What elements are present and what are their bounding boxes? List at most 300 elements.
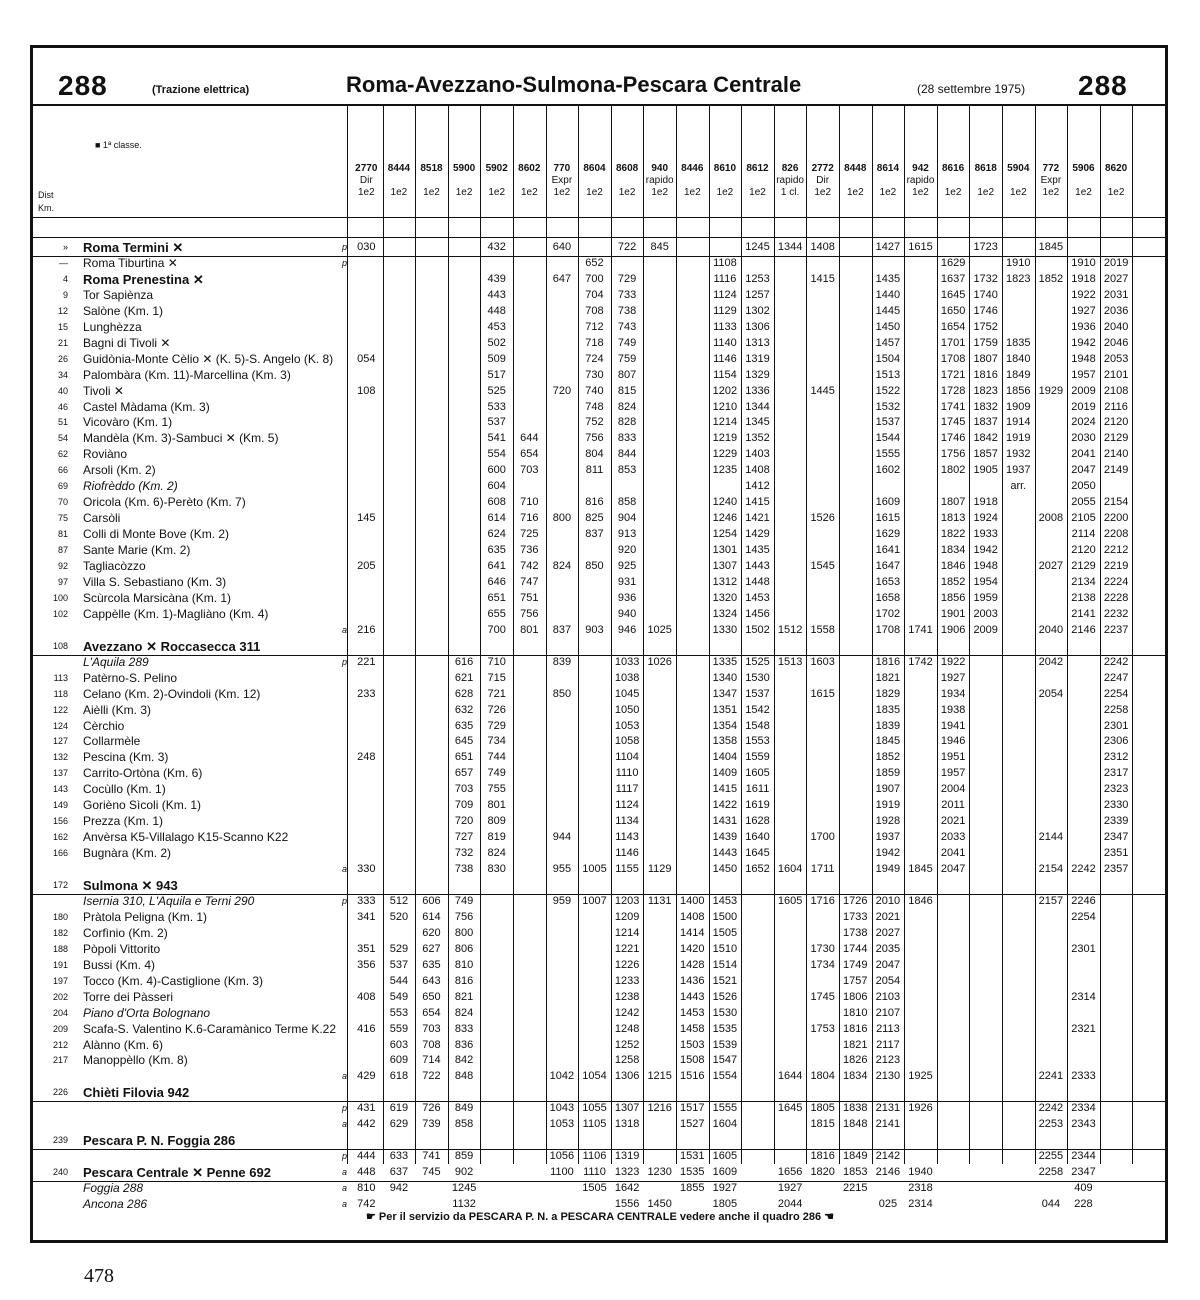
time-cell: 553 bbox=[389, 1006, 409, 1019]
timetable-row bbox=[34, 304, 1160, 320]
km-distance: 137 bbox=[52, 768, 68, 779]
train-column-header bbox=[513, 163, 546, 199]
time-cell: 858 bbox=[454, 1118, 474, 1131]
time-cell: 825 bbox=[585, 512, 604, 525]
station-name: Villa S. Sebastiano (Km. 3) bbox=[83, 574, 227, 589]
time-cell: 1605 bbox=[777, 894, 803, 907]
time-cell: 1045 bbox=[614, 687, 640, 700]
time-cell: 1845 bbox=[875, 735, 901, 748]
km-distance: 51 bbox=[57, 417, 68, 428]
timetable-row bbox=[34, 623, 1160, 639]
time-cell: 801 bbox=[487, 799, 506, 812]
train-column-header bbox=[546, 163, 579, 199]
km-distance: 15 bbox=[57, 321, 68, 332]
time-cell: 718 bbox=[585, 336, 604, 349]
time-cell: 1302 bbox=[745, 304, 770, 317]
time-cell: 1439 bbox=[712, 831, 738, 844]
time-cell: 1604 bbox=[712, 1118, 738, 1131]
timetable-row bbox=[34, 1149, 1160, 1165]
station-name: Cappèlle (Km. 1)-Magliàno (Km. 4) bbox=[83, 606, 269, 621]
timetable-row bbox=[34, 862, 1160, 878]
footer-text: Per il servizio da PESCARA P. N. a PESCARA CENTRALE vedere anche il quadro 286 bbox=[378, 1211, 822, 1223]
timetable-row bbox=[34, 1117, 1160, 1133]
time-cell: 1838 bbox=[843, 1102, 868, 1115]
time-cell: 2131 bbox=[875, 1102, 901, 1115]
time-cell: 443 bbox=[487, 288, 506, 301]
time-cell: 1805 bbox=[712, 1198, 738, 1210]
time-cell: 1457 bbox=[875, 336, 901, 349]
time-cell: 1240 bbox=[712, 496, 738, 509]
time-cell: 944 bbox=[552, 831, 572, 844]
train-number: 770 bbox=[553, 163, 571, 174]
time-cell: 2200 bbox=[1103, 512, 1129, 525]
station-name: Oricola (Km. 6)-Perèto (Km. 7) bbox=[83, 495, 246, 510]
train-class: 1e2 bbox=[520, 187, 538, 198]
time-cell: 2021 bbox=[940, 815, 966, 828]
time-cell: 2254 bbox=[1071, 910, 1096, 923]
time-cell: 1914 bbox=[1006, 416, 1031, 429]
time-cell: 824 bbox=[552, 560, 572, 572]
timetable-row bbox=[34, 990, 1160, 1006]
km-distance: 182 bbox=[52, 927, 68, 938]
timetable-row bbox=[34, 942, 1160, 958]
time-cell: 1248 bbox=[614, 1022, 640, 1035]
time-cell: 2031 bbox=[1103, 288, 1129, 301]
time-cell: 1855 bbox=[680, 1182, 705, 1195]
time-cell: arr. bbox=[1010, 480, 1027, 493]
km-distance: 66 bbox=[57, 465, 68, 476]
time-cell: 1042 bbox=[549, 1070, 575, 1083]
time-cell: 1746 bbox=[940, 432, 966, 445]
time-cell: 635 bbox=[454, 719, 474, 732]
time-cell: 1415 bbox=[810, 272, 835, 285]
time-cell: 1957 bbox=[1071, 368, 1096, 381]
time-cell: 1548 bbox=[745, 719, 770, 732]
time-cell: 1427 bbox=[875, 241, 901, 253]
time-cell: 1711 bbox=[810, 863, 835, 876]
time-cell: 1919 bbox=[1006, 432, 1031, 445]
time-cell: 2041 bbox=[1071, 448, 1096, 461]
time-cell: 1744 bbox=[843, 942, 868, 955]
time-cell: 1602 bbox=[875, 464, 901, 477]
time-cell: 1658 bbox=[875, 591, 901, 604]
time-cell: 1642 bbox=[614, 1182, 640, 1195]
time-cell: 1555 bbox=[712, 1102, 738, 1115]
time-cell: 1856 bbox=[1006, 384, 1031, 397]
time-cell: 1055 bbox=[582, 1102, 607, 1115]
time-cell: 1723 bbox=[973, 241, 998, 253]
time-cell: 533 bbox=[487, 400, 506, 413]
time-cell: 1816 bbox=[973, 368, 998, 381]
time-cell: 1603 bbox=[810, 655, 835, 668]
time-cell: 2055 bbox=[1071, 496, 1096, 509]
time-cell: 1312 bbox=[712, 575, 738, 588]
time-cell: 1749 bbox=[843, 958, 868, 971]
time-cell: 1443 bbox=[680, 990, 705, 1003]
time-cell: 2301 bbox=[1103, 719, 1129, 732]
time-cell: 1146 bbox=[615, 847, 639, 860]
station-name: Patèrno-S. Pelino bbox=[83, 670, 178, 685]
time-cell: 1435 bbox=[875, 272, 901, 285]
station-name: Pescara P. N. Foggia 286 bbox=[83, 1133, 236, 1149]
station-name: Pòpoli Vittorito bbox=[83, 941, 161, 956]
time-cell: 710 bbox=[520, 496, 539, 509]
time-cell: 1344 bbox=[745, 400, 770, 413]
time-cell: 2009 bbox=[973, 623, 998, 636]
time-cell: 652 bbox=[585, 256, 604, 269]
time-cell: 614 bbox=[487, 512, 506, 525]
time-cell: 1741 bbox=[908, 623, 933, 636]
time-cell: 736 bbox=[520, 544, 539, 557]
time-cell: 1345 bbox=[745, 416, 770, 429]
time-cell: 756 bbox=[585, 432, 604, 445]
km-distance: 132 bbox=[52, 752, 68, 763]
time-cell: 1746 bbox=[973, 304, 998, 317]
time-cell: 1740 bbox=[973, 288, 998, 301]
time-cell: 1526 bbox=[810, 512, 835, 525]
time-cell: 1100 bbox=[550, 1166, 574, 1179]
timetable-row bbox=[34, 256, 1160, 272]
train-type bbox=[1067, 175, 1100, 187]
time-cell: 2024 bbox=[1071, 416, 1096, 429]
train-number: 5900 bbox=[452, 163, 476, 174]
time-cell: 1835 bbox=[1006, 336, 1031, 349]
time-cell: 1849 bbox=[1006, 368, 1031, 381]
time-cell: 2042 bbox=[1038, 655, 1064, 668]
station-name: Riofrèddo (Km. 2) bbox=[83, 479, 178, 494]
station-name: Lunghèzza bbox=[83, 319, 142, 334]
time-cell: 1429 bbox=[745, 528, 770, 541]
time-cell: 1918 bbox=[1071, 272, 1096, 285]
time-cell: 541 bbox=[487, 432, 506, 445]
time-cell: 2255 bbox=[1038, 1150, 1064, 1163]
time-cell: 1925 bbox=[908, 1070, 933, 1083]
time-cell: 1652 bbox=[745, 863, 770, 876]
timetable-row bbox=[34, 288, 1160, 304]
km-distance: 97 bbox=[57, 576, 68, 587]
time-cell: 1344 bbox=[777, 241, 803, 253]
arr-dep-marker: p bbox=[342, 656, 348, 667]
time-cell: 1053 bbox=[549, 1118, 575, 1131]
time-cell: 1415 bbox=[712, 783, 738, 796]
time-cell: 1937 bbox=[1006, 464, 1031, 477]
time-cell: 1859 bbox=[875, 767, 901, 780]
time-cell: 1319 bbox=[745, 352, 770, 365]
time-cell: 836 bbox=[454, 1038, 474, 1051]
time-cell: 1154 bbox=[713, 368, 737, 381]
time-cell: 1954 bbox=[973, 575, 998, 588]
time-cell: 1358 bbox=[712, 735, 738, 748]
time-cell: 1842 bbox=[973, 432, 998, 445]
train-type bbox=[448, 175, 481, 187]
time-cell: 830 bbox=[487, 863, 506, 876]
time-cell: 1106 bbox=[582, 1150, 607, 1163]
train-number: 8610 bbox=[713, 163, 737, 174]
arr-dep-marker: p bbox=[342, 257, 348, 268]
train-column-header bbox=[643, 163, 676, 199]
timetable-row bbox=[34, 798, 1160, 814]
time-cell: 1203 bbox=[614, 894, 640, 907]
time-cell: 1129 bbox=[647, 863, 672, 876]
timetable-row bbox=[34, 830, 1160, 846]
station-name: Sante Marie (Km. 2) bbox=[83, 543, 191, 558]
time-cell: 1229 bbox=[712, 448, 738, 461]
time-cell: 529 bbox=[389, 942, 409, 955]
time-cell: 1753 bbox=[810, 1022, 835, 1035]
time-cell: 744 bbox=[487, 751, 506, 764]
train-type: Expr bbox=[1040, 175, 1062, 186]
time-cell: 2141 bbox=[1071, 607, 1096, 620]
time-cell: 738 bbox=[617, 304, 637, 317]
time-cell: 1837 bbox=[973, 416, 998, 429]
time-cell: 1654 bbox=[940, 320, 966, 333]
time-cell: 1951 bbox=[940, 751, 966, 764]
station-name: Carsòli bbox=[83, 511, 121, 526]
time-cell: 853 bbox=[617, 464, 637, 477]
time-cell: 2237 bbox=[1103, 623, 1129, 636]
time-cell: 044 bbox=[1041, 1198, 1061, 1210]
timetable-row bbox=[34, 575, 1160, 591]
time-cell: 628 bbox=[454, 687, 474, 700]
time-cell: 714 bbox=[422, 1054, 441, 1067]
time-cell: 801 bbox=[520, 623, 539, 636]
time-cell: 2144 bbox=[1038, 831, 1064, 844]
table-number-right: 288 bbox=[1078, 70, 1128, 101]
train-type bbox=[839, 175, 872, 187]
time-cell: 1516 bbox=[680, 1070, 705, 1083]
station-name: Alànno (Km. 6) bbox=[83, 1037, 164, 1052]
time-cell: 1505 bbox=[582, 1182, 607, 1195]
time-cell: 850 bbox=[585, 560, 604, 572]
time-cell: 1456 bbox=[745, 607, 770, 620]
time-cell: 1053 bbox=[614, 719, 640, 732]
time-cell: 1458 bbox=[680, 1022, 705, 1035]
time-cell: 1502 bbox=[745, 623, 770, 636]
time-cell: 624 bbox=[487, 528, 506, 541]
time-cell: 632 bbox=[454, 703, 474, 716]
time-cell: 2215 bbox=[843, 1182, 868, 1195]
timetable-row bbox=[34, 543, 1160, 559]
time-cell: 1834 bbox=[843, 1070, 868, 1083]
time-cell: 1745 bbox=[940, 416, 966, 429]
traction-note: (Trazione elettrica) bbox=[152, 84, 250, 96]
time-cell: 2103 bbox=[875, 990, 901, 1003]
time-cell: 549 bbox=[389, 990, 409, 1003]
time-cell: 2054 bbox=[1038, 687, 1064, 700]
time-cell: 1708 bbox=[940, 352, 966, 365]
time-cell: 1927 bbox=[940, 671, 966, 684]
train-number: 826 bbox=[781, 163, 799, 174]
time-cell: 2339 bbox=[1103, 815, 1129, 828]
timetable-row bbox=[34, 1022, 1160, 1038]
time-cell: 749 bbox=[454, 894, 474, 907]
train-class: 1e2 bbox=[879, 187, 897, 198]
time-cell: 708 bbox=[422, 1038, 441, 1051]
time-cell: 1756 bbox=[940, 448, 966, 461]
time-cell: 432 bbox=[487, 241, 506, 253]
timetable-row bbox=[34, 559, 1160, 575]
time-cell: 1214 bbox=[614, 926, 640, 939]
time-cell: 2351 bbox=[1103, 847, 1129, 860]
km-distance: 62 bbox=[57, 449, 68, 460]
km-distance: » bbox=[62, 242, 68, 252]
time-cell: 1245 bbox=[745, 241, 770, 253]
timetable-row bbox=[34, 734, 1160, 750]
time-cell: 600 bbox=[487, 464, 506, 477]
timetable-row bbox=[34, 910, 1160, 926]
time-cell: 1415 bbox=[745, 496, 770, 509]
time-cell: 1320 bbox=[712, 591, 738, 604]
train-type bbox=[676, 175, 709, 187]
station-name: Foggia 288 bbox=[83, 1181, 144, 1196]
time-cell: 2011 bbox=[941, 799, 965, 812]
time-cell: 1928 bbox=[875, 815, 901, 828]
dist-label: Dist bbox=[38, 190, 54, 200]
train-column-header bbox=[969, 163, 1002, 199]
time-cell: 228 bbox=[1074, 1198, 1093, 1210]
time-cell: 1258 bbox=[614, 1054, 640, 1067]
time-cell: 1245 bbox=[451, 1182, 477, 1195]
time-cell: 2134 bbox=[1071, 575, 1096, 588]
time-cell: 1856 bbox=[940, 591, 966, 604]
time-cell: 1922 bbox=[1071, 288, 1096, 301]
time-cell: 2357 bbox=[1103, 863, 1129, 876]
km-distance: 21 bbox=[57, 337, 68, 348]
km-label: Km. bbox=[38, 203, 55, 213]
time-cell: 734 bbox=[487, 735, 506, 748]
time-cell: 1629 bbox=[940, 256, 966, 269]
time-cell: 1936 bbox=[1071, 320, 1096, 333]
station-name: Tivoli ✕ bbox=[83, 383, 124, 398]
timetable-row bbox=[34, 607, 1160, 623]
station-name: Manoppèllo (Km. 8) bbox=[83, 1053, 188, 1068]
time-cell: 2317 bbox=[1103, 767, 1129, 780]
time-cell: 1605 bbox=[745, 767, 770, 780]
train-number: 8612 bbox=[746, 163, 769, 174]
train-column-header bbox=[741, 163, 774, 199]
time-cell: 1857 bbox=[973, 448, 998, 461]
train-number: 772 bbox=[1042, 163, 1060, 174]
time-cell: 2224 bbox=[1103, 575, 1129, 588]
time-cell: 722 bbox=[422, 1070, 441, 1083]
km-distance: 209 bbox=[52, 1023, 68, 1034]
time-cell: 1721 bbox=[940, 368, 966, 381]
timetable-row bbox=[34, 272, 1160, 288]
time-cell: 1301 bbox=[712, 544, 738, 557]
time-cell: 341 bbox=[357, 910, 376, 923]
train-class: 1 cl. bbox=[780, 187, 800, 198]
time-cell: 2027 bbox=[1103, 272, 1129, 285]
km-distance: 162 bbox=[52, 832, 68, 843]
time-cell: 1924 bbox=[973, 512, 998, 525]
timetable-row bbox=[34, 1069, 1160, 1085]
time-cell: 1910 bbox=[1006, 256, 1031, 269]
time-cell: 902 bbox=[454, 1166, 474, 1179]
time-cell: 1846 bbox=[940, 560, 966, 572]
train-class: 1e2 bbox=[1075, 187, 1092, 198]
time-cell: 651 bbox=[454, 751, 474, 764]
time-cell: 1554 bbox=[712, 1070, 738, 1083]
time-cell: 248 bbox=[357, 751, 376, 764]
arr-dep-marker: p bbox=[342, 1103, 348, 1114]
time-cell: 804 bbox=[585, 448, 604, 461]
time-cell: 1700 bbox=[810, 831, 835, 844]
train-class: 1e2 bbox=[553, 187, 571, 198]
time-cell: 1230 bbox=[647, 1166, 672, 1179]
timetable-row bbox=[34, 878, 1160, 894]
time-cell: 2312 bbox=[1103, 751, 1129, 764]
km-distance: 9 bbox=[62, 289, 68, 300]
time-cell: 1146 bbox=[713, 352, 737, 365]
timetable-row bbox=[34, 1165, 1160, 1181]
arr-dep-marker: a bbox=[342, 1183, 348, 1194]
time-cell: 621 bbox=[454, 671, 474, 684]
timetable-row bbox=[34, 814, 1160, 830]
timetable-row bbox=[34, 527, 1160, 543]
time-cell: 2046 bbox=[1103, 336, 1129, 349]
station-name: Collarmèle bbox=[83, 734, 141, 749]
time-cell: 640 bbox=[552, 241, 572, 253]
station-name: Prezza (Km. 1) bbox=[83, 814, 164, 829]
timetable-row bbox=[34, 782, 1160, 798]
time-cell: 1537 bbox=[875, 416, 901, 429]
train-number: 8448 bbox=[844, 163, 867, 174]
time-cell: 1653 bbox=[875, 575, 901, 588]
km-distance: 70 bbox=[57, 497, 68, 508]
timetable-row bbox=[34, 368, 1160, 384]
time-cell: 2019 bbox=[1103, 256, 1129, 269]
time-cell: 1252 bbox=[614, 1038, 640, 1051]
train-number: 8616 bbox=[941, 163, 965, 174]
time-cell: 2107 bbox=[875, 1006, 901, 1019]
station-name: Roma Tiburtina ✕ bbox=[83, 255, 178, 270]
time-cell: 2330 bbox=[1103, 799, 1129, 812]
time-cell: 654 bbox=[422, 1006, 441, 1019]
time-cell: 351 bbox=[357, 942, 376, 955]
time-cell: 1942 bbox=[973, 544, 998, 557]
arr-dep-marker: a bbox=[342, 624, 348, 635]
km-distance: 188 bbox=[52, 943, 68, 954]
time-cell: 936 bbox=[617, 591, 637, 604]
time-cell: 1907 bbox=[875, 783, 901, 796]
time-cell: 618 bbox=[389, 1070, 409, 1083]
km-distance: 81 bbox=[57, 529, 68, 540]
time-cell: 2306 bbox=[1103, 735, 1129, 748]
time-cell: 620 bbox=[422, 926, 441, 939]
time-cell: 1450 bbox=[647, 1198, 672, 1210]
time-cell: 2242 bbox=[1071, 863, 1096, 876]
time-cell: 635 bbox=[422, 958, 441, 971]
timetable-row bbox=[34, 639, 1160, 655]
time-cell: 1525 bbox=[745, 655, 770, 668]
time-cell: 703 bbox=[422, 1022, 441, 1035]
train-number: 2770 bbox=[355, 163, 378, 174]
train-number: 8604 bbox=[583, 163, 606, 174]
time-cell: 2044 bbox=[777, 1198, 803, 1210]
time-cell: 730 bbox=[585, 368, 604, 381]
time-cell: 1155 bbox=[615, 863, 639, 876]
time-cell: 544 bbox=[389, 974, 409, 987]
timetable-row bbox=[34, 1101, 1160, 1117]
time-cell: 1752 bbox=[973, 320, 998, 333]
time-cell: 1650 bbox=[940, 304, 966, 317]
time-cell: 221 bbox=[357, 655, 376, 668]
km-distance: 156 bbox=[52, 816, 68, 827]
timetable-date: (28 settembre 1975) bbox=[917, 82, 1026, 96]
time-cell: 724 bbox=[585, 352, 604, 365]
time-cell: 2254 bbox=[1103, 687, 1129, 700]
timetable-row bbox=[34, 240, 1160, 256]
